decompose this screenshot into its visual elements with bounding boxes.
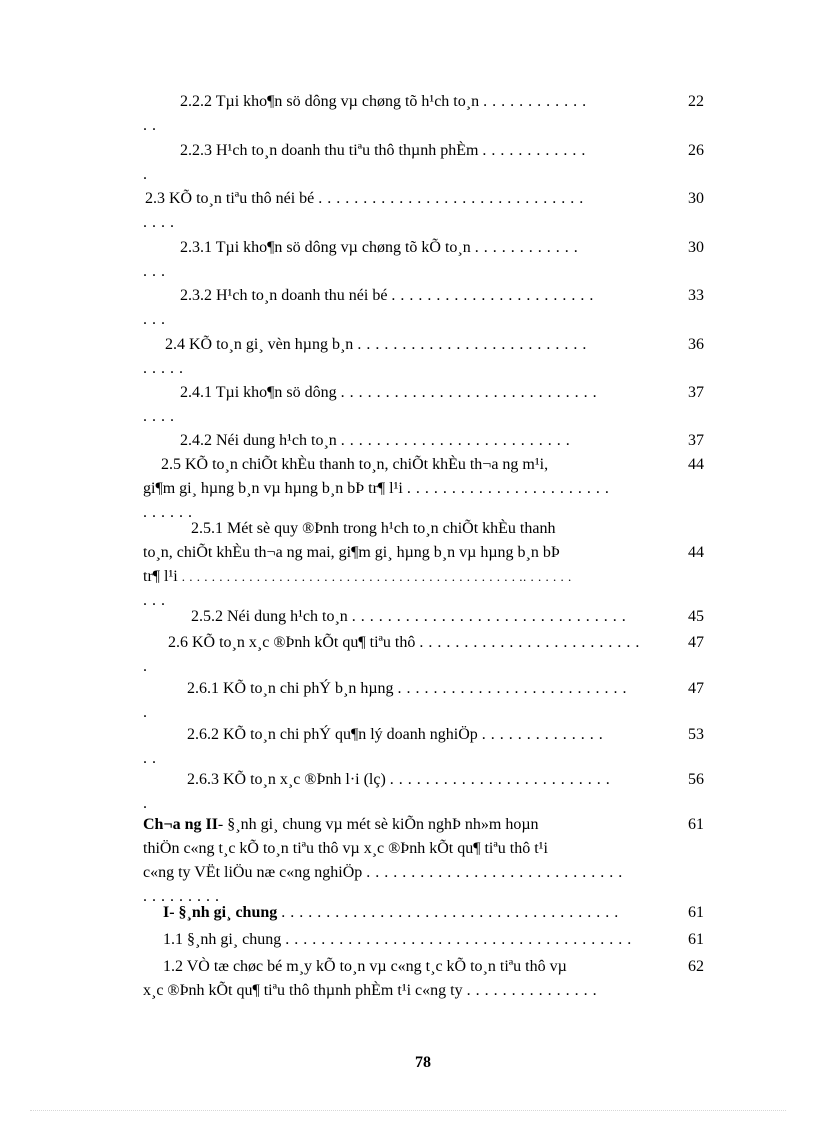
toc-entry-2-5-1	[143, 517, 655, 613]
toc-page-number: 37	[688, 432, 704, 449]
toc-page-number: 30	[688, 239, 704, 256]
toc-entry	[143, 284, 655, 332]
toc-page-number: 37	[688, 384, 704, 401]
toc-entry-dots: . . . . . . . . . . . . . .	[481, 726, 604, 743]
toc-entry-1-2	[143, 955, 655, 1003]
toc-entry-dots-cont: . . . .	[143, 214, 175, 231]
toc-page-number: 45	[688, 608, 704, 625]
toc-entry-title: 2.6.1 KÕ to¸n chi phÝ b¸n hµng	[187, 680, 394, 697]
toc-entry-title: - §¸nh gi¸ chung vµ mét sè kiÕn nghÞ nh»m hoµn	[217, 816, 539, 833]
toc-entry-dots-cont: . . .	[143, 592, 166, 609]
toc-entry-dots: . . . . . . . . . . . . . . . . . . . . . . . . . . . . . . . . . . . . . . .	[285, 931, 632, 948]
toc-page-number: 61	[688, 816, 704, 833]
toc-page-number: 44	[688, 544, 704, 561]
toc-entry-dots-cont: .	[143, 704, 148, 721]
toc-entry-dots: . . . . . . . . . . . . . . . . . . . . . . . . . .	[357, 336, 587, 353]
toc-entry-dots-cont: . . . . .	[143, 360, 184, 377]
toc-page-number: 53	[688, 726, 704, 743]
toc-entry-title: 2.2.3 H¹ch to¸n doanh thu tiªu thô thµnh phÈm	[180, 142, 479, 159]
toc-entry-dots-cont: .	[143, 795, 148, 812]
toc-entry-2-6	[143, 631, 655, 679]
toc-entry-1-1	[143, 928, 655, 952]
toc-entry-section-1	[143, 901, 655, 925]
chapter-label: Ch¬a ng II	[143, 816, 218, 833]
toc-entry-title: 2.5.1 Mét sè quy ®Þnh trong h¹ch to¸n chiÕt khÈu thanh	[191, 520, 556, 537]
toc-entry-title-cont: to¸n, chiÕt khÈu th¬a ng mai, gi¶m gi¸ hµng b¸n vµ hµng b¸n bÞ	[143, 544, 560, 561]
toc-page-number: 36	[688, 336, 704, 353]
toc-entry-dots: . . . . . . . . . . . . . . .	[466, 982, 598, 999]
toc-entry-dots: . . . . . . . . . . . .	[474, 239, 579, 256]
toc-entry-dots-cont: . . . . . .	[143, 504, 193, 521]
toc-entry	[143, 187, 655, 235]
footer-divider	[30, 1110, 786, 1111]
toc-page-number: 30	[688, 190, 704, 207]
toc-entry-dots: . . . . . . . . . . . . . . . . . . . . . . .	[406, 480, 610, 497]
toc-entry-dots: . . . . . . . . . . . . . . . . . . . . . . . . . . . . . . . . . . . . . . . . . . . . . .. . . . . . .	[181, 569, 572, 584]
toc-page-number: 61	[688, 904, 704, 921]
toc-page-number: 56	[688, 771, 704, 788]
toc-entry-dots-cont: . . . .	[143, 408, 175, 425]
toc-entry-2-6-1	[143, 677, 655, 725]
toc-page-number: 26	[688, 142, 704, 159]
toc-entry-2-5-2	[143, 605, 655, 629]
toc-entry-title-cont: c«ng ty VËt liÖu næ c«ng nghiÖp	[143, 864, 363, 881]
toc-entry-dots: . . . . . . . . . . . . . . . . . . . . . . . . . . . . . . . . . . . . . .	[281, 904, 619, 921]
toc-entry-2-5	[143, 453, 655, 525]
toc-entry-dots: . . . . . . . . . . . . . . . . . . . . . . . . . .	[397, 680, 628, 697]
toc-entry-dots: . . . . . . . . . . . . . . . . . . . . . . . . . . . . . .	[318, 190, 584, 207]
toc-entry-dots: . . . . . . . . . . . . . . . . . . . . . . . . . . . . .	[366, 864, 623, 881]
toc-entry-2-6-2	[143, 723, 655, 771]
toc-entry	[143, 381, 655, 429]
toc-entry-title: 2.4 KÕ to¸n gi¸ vèn hµng b¸n	[165, 336, 354, 353]
toc-entry-dots: . . . . . . . . . . . . . . . . . . . . . . . . .	[419, 634, 640, 651]
toc-entry-dots: . . . . . . . . . . . .	[483, 93, 587, 110]
toc-entry-title: 2.3.1 Tµi kho¶n sö dông vµ chøng tõ kÕ to¸n	[180, 239, 471, 256]
toc-entry-dots-cont: . . .	[143, 263, 166, 280]
toc-page-number: 62	[688, 958, 704, 975]
toc-entry-title: 2.6.2 KÕ to¸n chi phÝ qu¶n lý doanh nghiÖp	[187, 726, 478, 743]
toc-entry-dots-cont: . .	[143, 117, 157, 134]
toc-entry-title: 2.4.1 Tµi kho¶n sö dông	[180, 384, 337, 401]
toc-entry	[143, 90, 655, 138]
toc-page-number: 22	[688, 93, 704, 110]
toc-entry-title: 1.1 §¸nh gi¸ chung	[163, 931, 282, 948]
toc-entry-title: 2.5 KÕ to¸n chiÕt khÈu thanh to¸n, chiÕt khÈu th¬a ng m¹i,	[161, 456, 549, 473]
toc-page-number: 61	[688, 931, 704, 948]
toc-entry-dots: . . . . . . . . . . . . . . . . . . . . . . . . . . . . .	[340, 384, 598, 401]
toc-page-number: 47	[688, 680, 704, 697]
toc-entry-2-6-3	[143, 768, 655, 816]
page-number: 78	[415, 1054, 431, 1071]
toc-entry-title-cont: x¸c ®Þnh kÕt qu¶ tiªu thô thµnh phÈm t¹i c«ng ty	[143, 982, 463, 999]
toc-entry-title: 2.5.2 Néi dung h¹ch to¸n	[191, 608, 348, 625]
toc-entry-title: 2.6 KÕ to¸n x¸c ®Þnh kÕt qu¶ tiªu thô	[168, 634, 416, 651]
toc-entry-dots: . . . . . . . . . . . . . . . . . . . . . . . . . . . . . . .	[351, 608, 627, 625]
toc-entry-dots-cont: .	[143, 166, 148, 183]
toc-entry-title: 2.3.2 H¹ch to¸n doanh thu néi bé	[180, 287, 388, 304]
toc-entry	[143, 333, 655, 381]
toc-entry-dots-cont: . . .	[143, 311, 166, 328]
toc-entry-title: 1.2 VÒ tæ chøc bé m¸y kÕ to¸n vµ c«ng t¸c kÕ to¸n tiªu thô vµ	[163, 958, 567, 975]
toc-page-number: 44	[688, 456, 704, 473]
toc-entry-dots: . . . . . . . . . . . . . . . . . . . . . . . . . .	[340, 432, 571, 449]
toc-entry-title: 2.2.2 Tµi kho¶n sö dông vµ chøng tõ h¹ch to¸n	[180, 93, 480, 110]
toc-entry-chapter	[143, 813, 655, 909]
toc-entry-title: I- §¸nh gi¸ chung	[163, 904, 278, 921]
toc-entry-dots-cont: .	[143, 658, 148, 675]
toc-entry-title-cont: thiÖn c«ng t¸c kÕ to¸n tiªu thô vµ x¸c ®Þnh kÕt qu¶ tiªu thô t¹i	[143, 840, 548, 857]
toc-page-number: 33	[688, 287, 704, 304]
toc-entry-title-cont: gi¶m gi¸ hµng b¸n vµ hµng b¸n bÞ tr¶ l¹i	[143, 480, 403, 497]
toc-entry-title: 2.3 KÕ to¸n tiªu thô néi bé	[145, 190, 315, 207]
toc-entry-title: 2.6.3 KÕ to¸n x¸c ®Þnh l·i (lç)	[187, 771, 386, 788]
toc-entry-dots: . . . . . . . . . . . . . . . . . . . . . . .	[391, 287, 594, 304]
toc-entry-title-cont: tr¶ l¹i	[143, 568, 178, 585]
toc-entry-dots: . . . . . . . . . . . . . . . . . . . . . . . . .	[389, 771, 611, 788]
toc-entry-title: 2.4.2 Néi dung h¹ch to¸n	[180, 432, 337, 449]
toc-entry	[143, 236, 655, 284]
toc-entry	[143, 139, 655, 187]
toc-entry-dots: . . . . . . . . . . . .	[482, 142, 586, 159]
toc-entry-dots-cont: . . . . . . . . .	[143, 888, 220, 905]
toc-page-number: 47	[688, 634, 704, 651]
toc-entry-dots-cont: . .	[143, 750, 157, 767]
toc-entry	[143, 429, 655, 453]
